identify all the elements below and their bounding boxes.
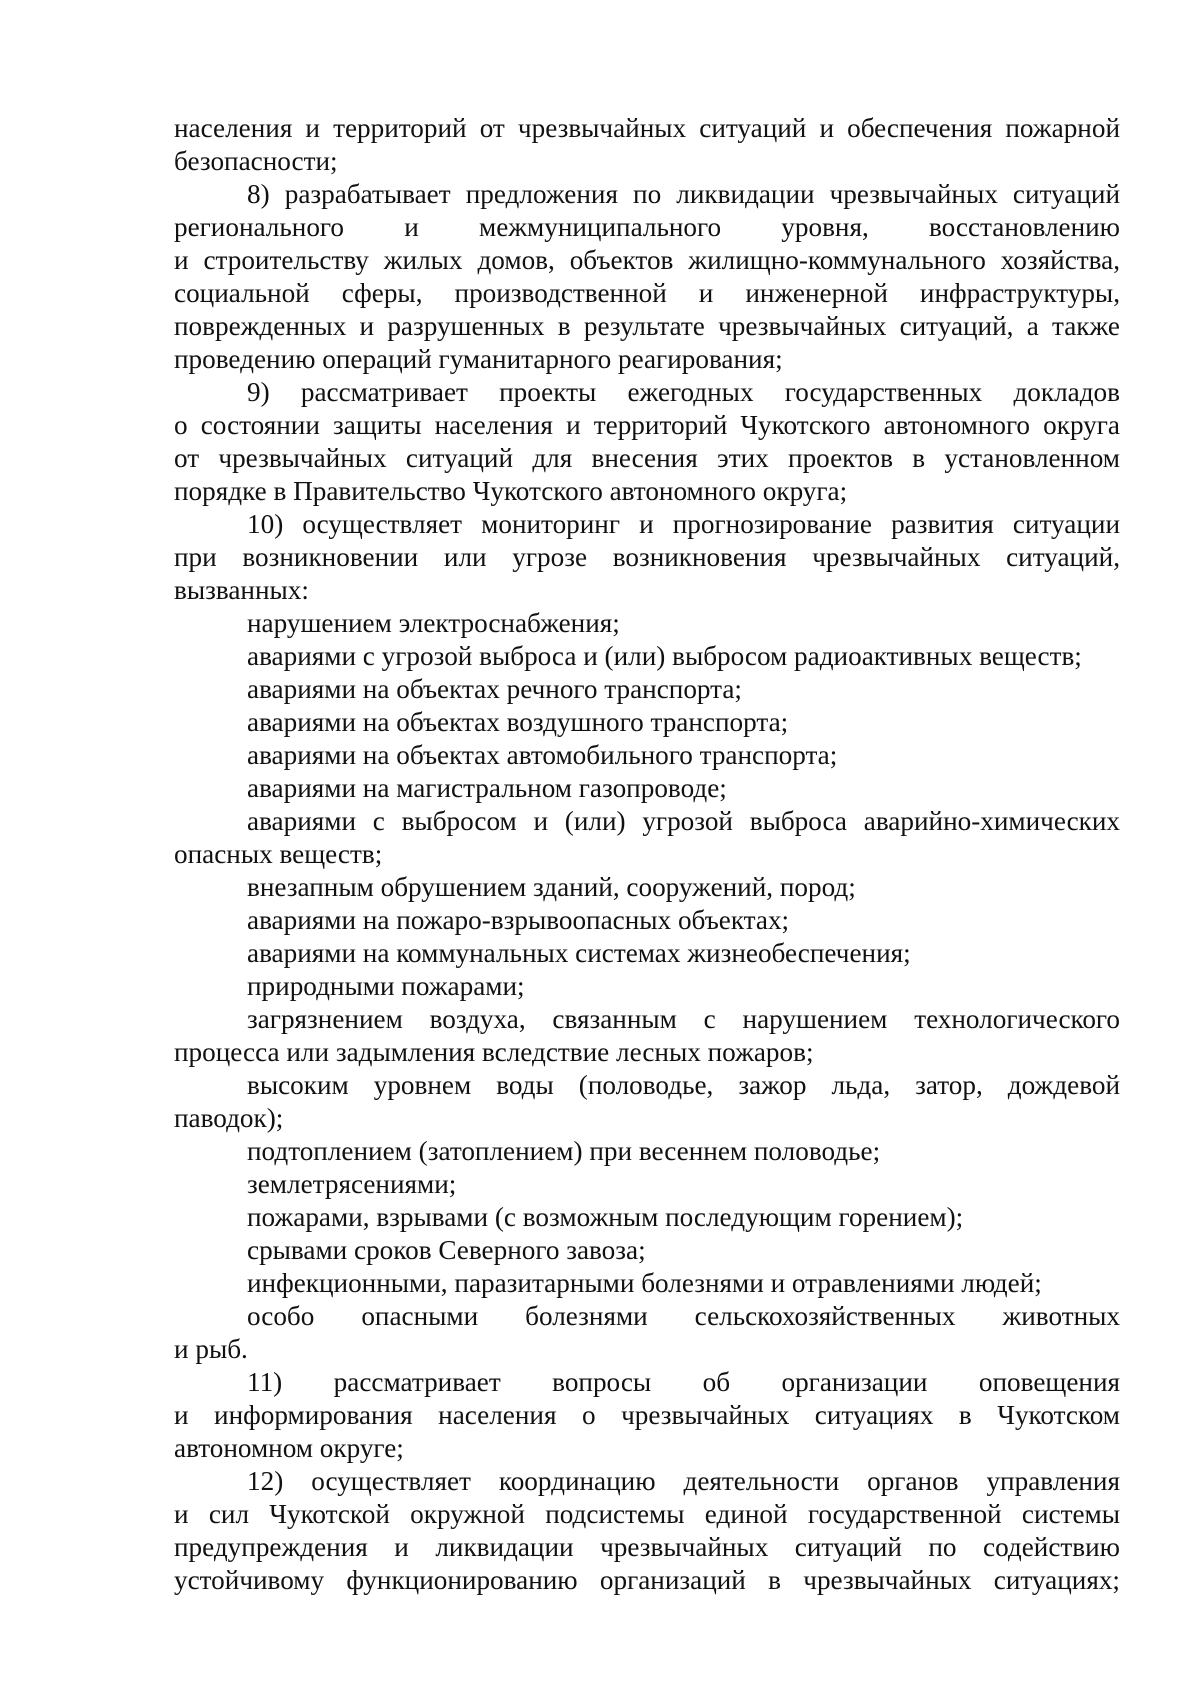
list-item: высоким уровнем воды (половодье, зажор льда, затор, дождевой <box>247 1070 1120 1100</box>
list-item: авариями на коммунальных системах жизнеобеспечения; <box>247 938 911 968</box>
list-item: внезапным обрушением зданий, сооружений, пород; <box>247 872 856 902</box>
text-line: проведению операций гуманитарного реагирования; <box>174 344 783 374</box>
text-line: регионального и межмуниципального уровня, восстановлению <box>174 212 1120 242</box>
list-item: подтоплением (затоплением) при весеннем половодье; <box>247 1136 881 1166</box>
list-item: инфекционными, паразитарными болезнями и отравлениями людей; <box>247 1268 1042 1298</box>
text-line: безопасности; <box>174 146 338 176</box>
text-line: населения и территорий от чрезвычайных ситуаций и обеспечения пожарной <box>174 113 1120 143</box>
list-item: авариями на пожаро-взрывоопасных объектах; <box>247 905 790 935</box>
text-line: предупреждения и ликвидации чрезвычайных ситуаций по содействию <box>174 1532 1120 1562</box>
list-item: особо опасными болезнями сельскохозяйственных животных <box>247 1301 1120 1331</box>
text-line: устойчивому функционированию организаций в чрезвычайных ситуациях; <box>174 1565 1120 1595</box>
list-item: авариями на объектах речного транспорта; <box>247 674 742 704</box>
item-10-first-line: 10) осуществляет мониторинг и прогнозирование развития ситуации <box>247 509 1120 539</box>
list-item: авариями на магистральном газопроводе; <box>247 773 727 803</box>
text-line: опасных веществ; <box>174 839 383 869</box>
document-page <box>174 112 1120 1597</box>
list-item: пожарами, взрывами (с возможным последующим горением); <box>247 1202 964 1232</box>
item-8-first-line: 8) разрабатывает предложения по ликвидации чрезвычайных ситуаций <box>247 179 1120 209</box>
list-item: авариями с выбросом и (или) угрозой выброса аварийно-химических <box>247 806 1120 836</box>
text-line: вызванных: <box>174 575 309 605</box>
text-line: порядке в Правительство Чукотского автономного округа; <box>174 476 848 506</box>
text-line: и сил Чукотской окружной подсистемы единой государственной системы <box>174 1499 1120 1529</box>
text-line: процесса или задымления вследствие лесных пожаров; <box>174 1037 814 1067</box>
list-item: авариями на объектах воздушного транспорта; <box>247 707 789 737</box>
list-item: авариями на объектах автомобильного транспорта; <box>247 740 838 770</box>
list-item: нарушением электроснабжения; <box>247 608 620 638</box>
text-line: о состоянии защиты населения и территорий Чукотского автономного округа <box>174 410 1120 440</box>
text-line: автономном округе; <box>174 1433 404 1463</box>
item-12-first-line: 12) осуществляет координацию деятельности органов управления <box>247 1466 1120 1496</box>
list-item: землетрясениями; <box>247 1169 457 1199</box>
list-item: загрязнением воздуха, связанным с нарушением технологического <box>247 1004 1120 1034</box>
list-item: срывами сроков Северного завоза; <box>247 1235 646 1265</box>
item-9-first-line: 9) рассматривает проекты ежегодных государственных докладов <box>247 377 1120 407</box>
text-line: и рыб. <box>174 1334 248 1364</box>
list-item: авариями с угрозой выброса и (или) выбросом радиоактивных веществ; <box>247 641 1082 671</box>
text-line: при возникновении или угрозе возникновения чрезвычайных ситуаций, <box>174 542 1120 572</box>
list-item: природными пожарами; <box>247 971 525 1001</box>
text-line: и строительству жилых домов, объектов жилищно-коммунального хозяйства, <box>174 245 1120 275</box>
item-11-first-line: 11) рассматривает вопросы об организации оповещения <box>247 1367 1120 1397</box>
text-line: социальной сферы, производственной и инженерной инфраструктуры, <box>174 278 1120 308</box>
text-line: паводок); <box>174 1103 284 1133</box>
text-line: и информирования населения о чрезвычайных ситуациях в Чукотском <box>174 1400 1120 1430</box>
text-line: от чрезвычайных ситуаций для внесения этих проектов в установленном <box>174 443 1120 473</box>
text-line: поврежденных и разрушенных в результате чрезвычайных ситуаций, а также <box>174 311 1120 341</box>
